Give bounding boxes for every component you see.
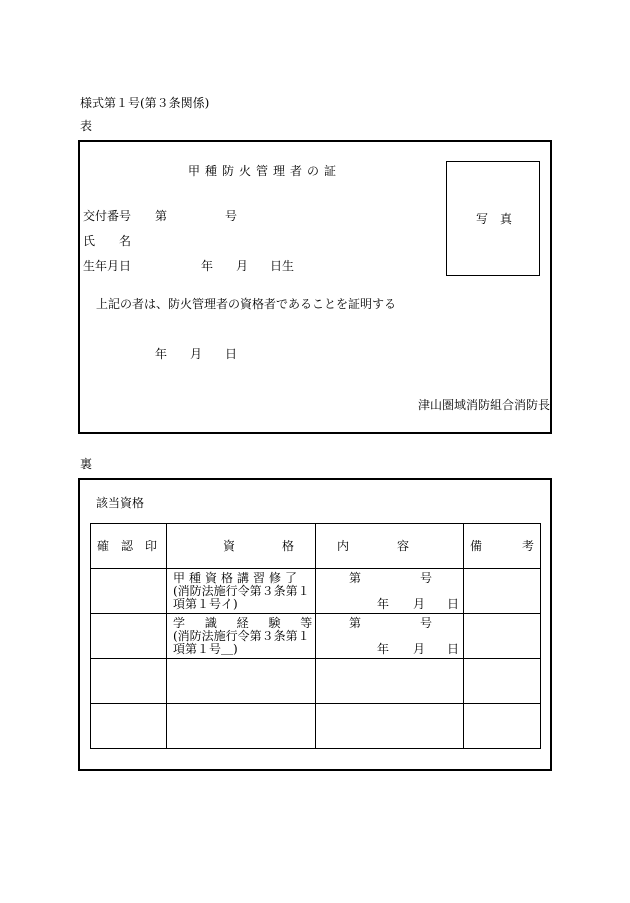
table-row (91, 569, 541, 614)
table-row (91, 704, 541, 749)
issuer-name: 津山圏域消防組合消防長 (418, 398, 551, 412)
table-row (91, 614, 541, 659)
photo-box (446, 161, 540, 276)
content-cell (316, 704, 464, 749)
issue-number-go: 号 (225, 209, 238, 223)
issue-number-label: 交付番号 (83, 209, 132, 223)
qualification-cell (167, 659, 316, 704)
name-label: 氏 名 (83, 234, 132, 248)
birth-year: 年 (201, 259, 214, 273)
birth-day: 日生 (270, 259, 295, 273)
confirm-seal-cell (91, 704, 167, 749)
confirm-seal-cell (91, 569, 167, 614)
birth-month: 月 (236, 259, 249, 273)
front-label: 表 (80, 119, 93, 133)
header-confirm-seal: 確 認 印 (91, 524, 167, 569)
header-qualification: 資 格 (167, 524, 316, 569)
table-row (91, 659, 541, 704)
issue-year: 年 (155, 347, 168, 361)
qualification-table (90, 523, 541, 749)
confirm-seal-cell (91, 659, 167, 704)
qualification-cell: 甲種資格講習修了 (消防法施行令第３条第１ 項第１号イ) (167, 569, 316, 614)
remarks-cell (464, 569, 541, 614)
content-cell (316, 659, 464, 704)
qualification-heading: 該当資格 (96, 496, 145, 510)
content-cell: 第 号 年 月 日 (316, 614, 464, 659)
remarks-cell (464, 704, 541, 749)
issue-day: 日 (225, 347, 238, 361)
header-remarks: 備 考 (464, 524, 541, 569)
certification-statement: 上記の者は、防火管理者の資格者であることを証明する (96, 297, 397, 311)
confirm-seal-cell (91, 614, 167, 659)
issue-month: 月 (190, 347, 203, 361)
issue-number-dai: 第 (155, 209, 168, 223)
birthdate-label: 生年月日 (83, 259, 132, 273)
qualification-cell: 学 識 経 験 等 (消防法施行令第３条第１ 項第１号＿) (167, 614, 316, 659)
qualification-cell (167, 704, 316, 749)
card-title: 甲種防火管理者の証 (188, 164, 342, 178)
photo-label: 写 真 (476, 212, 513, 226)
table-header-row (91, 524, 541, 569)
header-content: 内 容 (316, 524, 464, 569)
form-number: 様式第１号(第３条関係) (80, 96, 210, 110)
content-cell: 第 号 年 月 日 (316, 569, 464, 614)
remarks-cell (464, 614, 541, 659)
back-label: 裏 (80, 457, 93, 471)
remarks-cell (464, 659, 541, 704)
